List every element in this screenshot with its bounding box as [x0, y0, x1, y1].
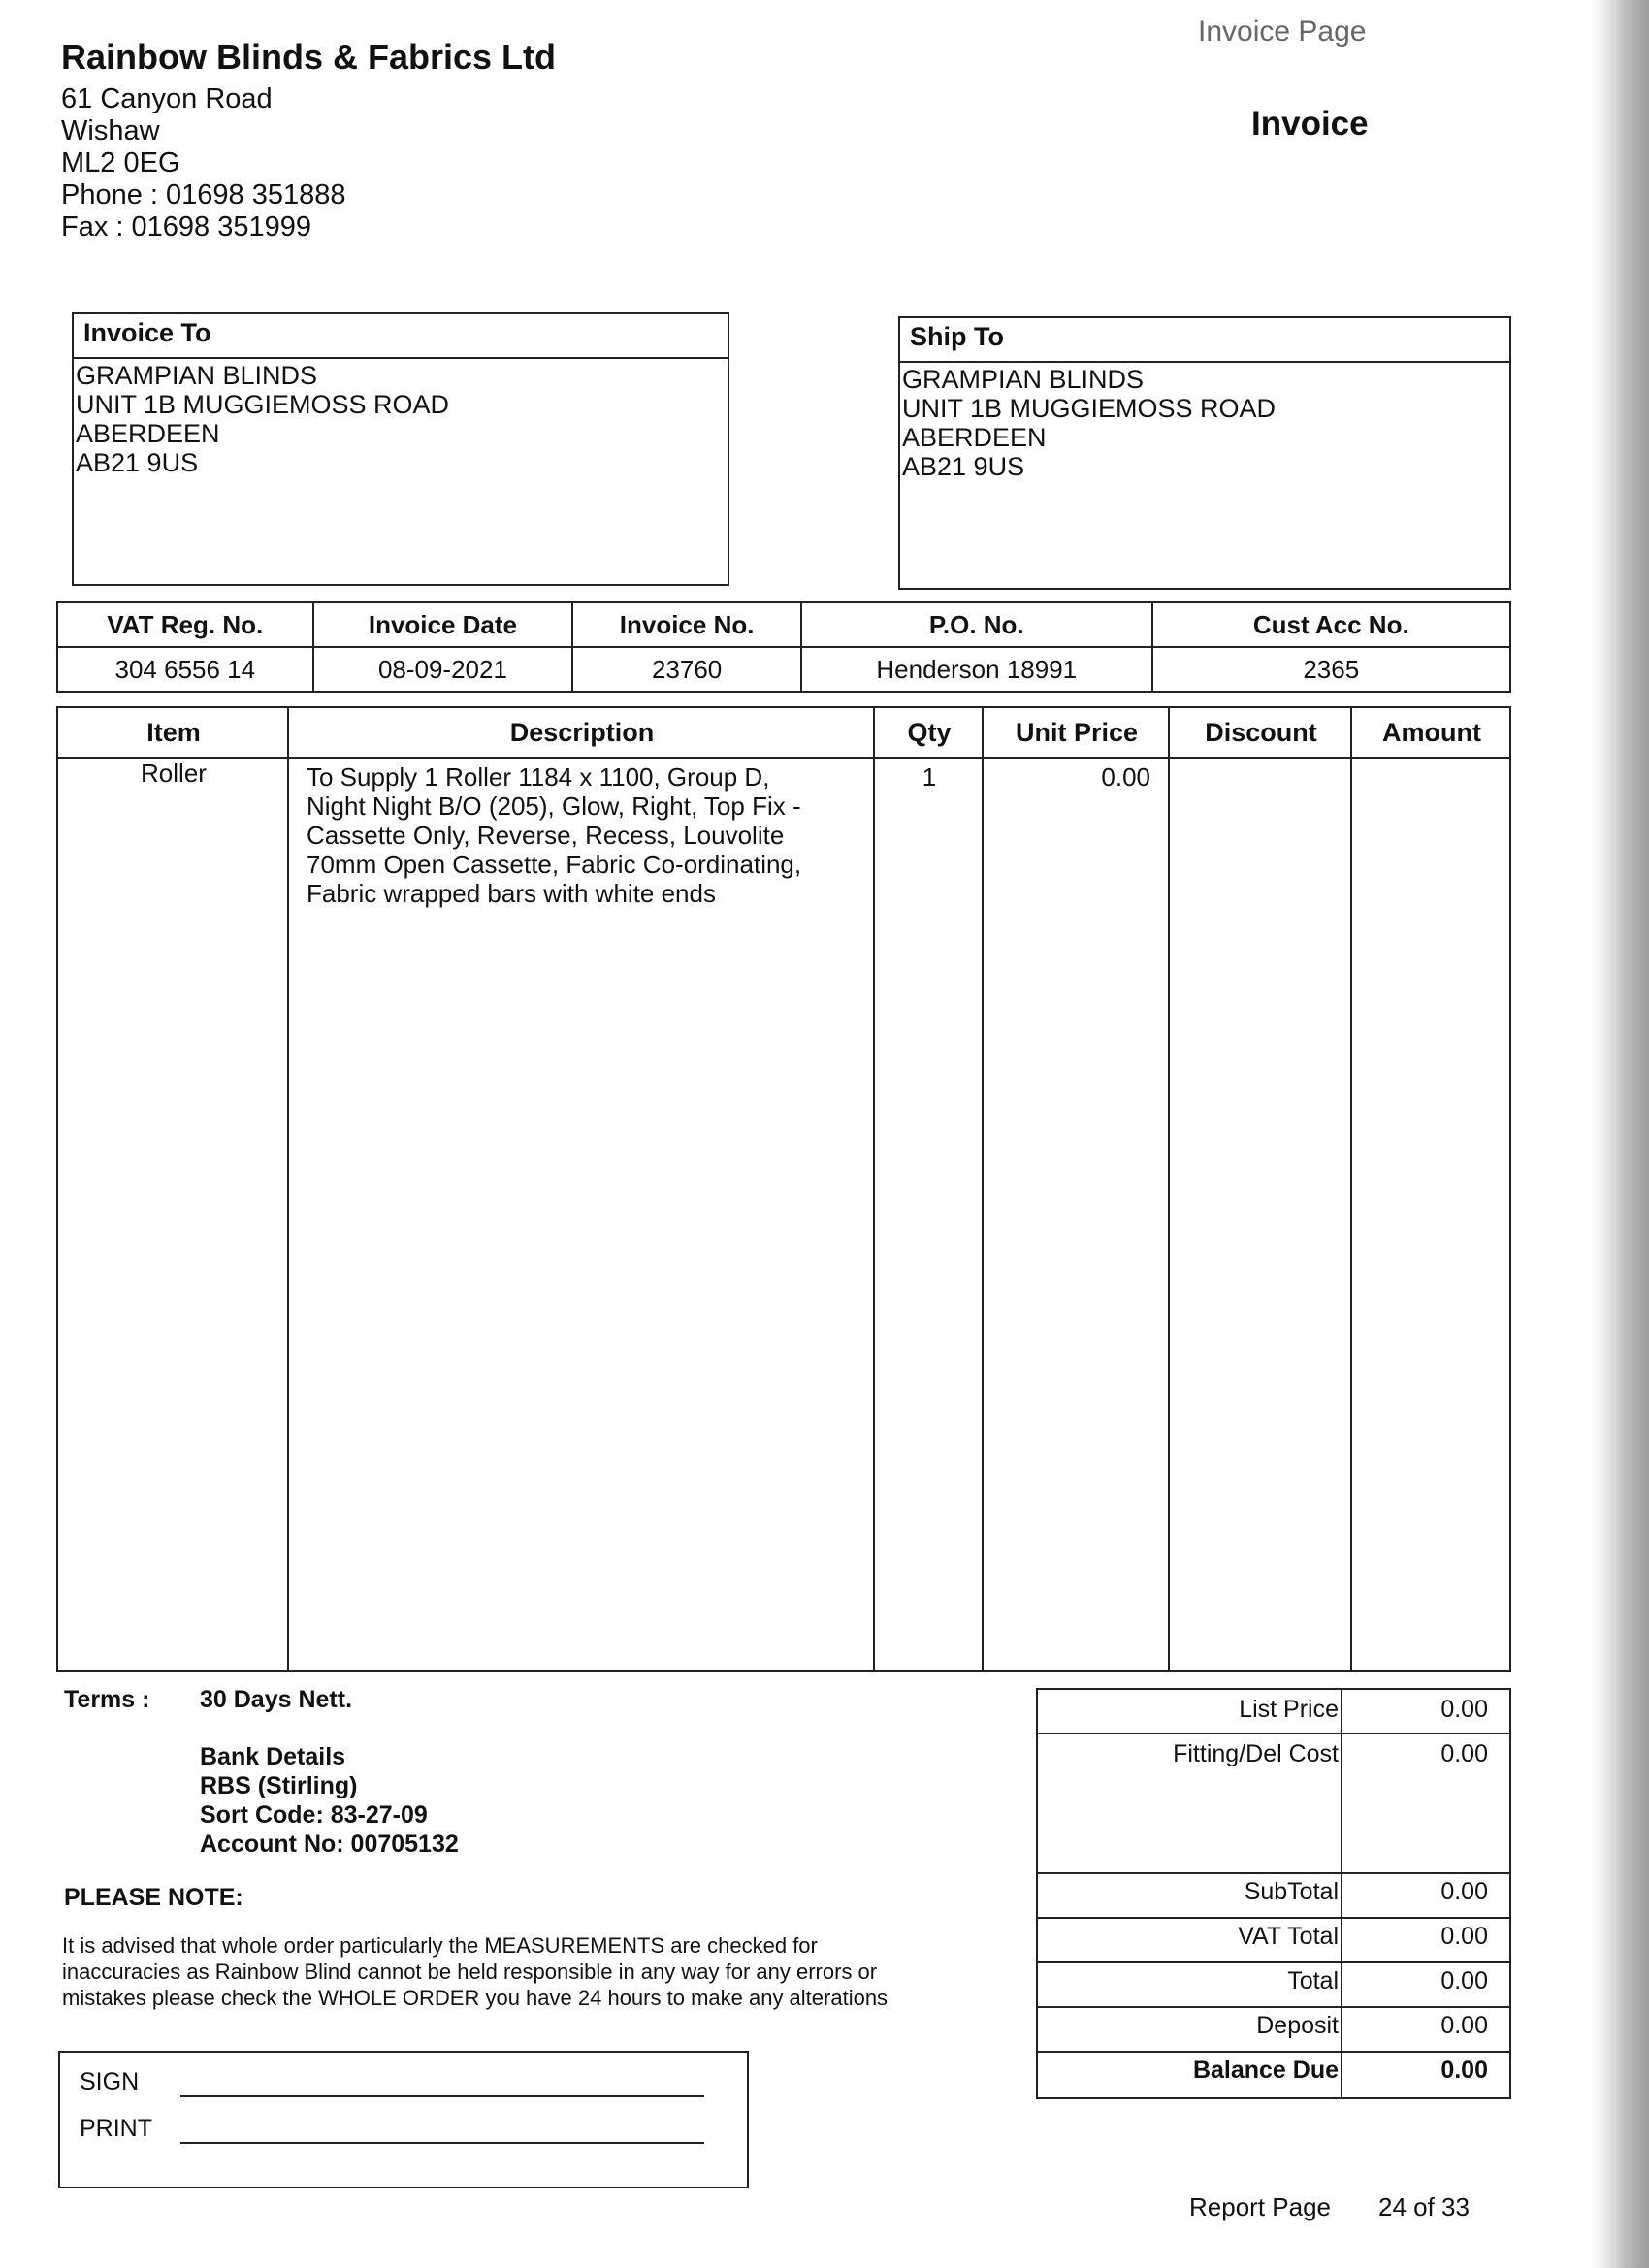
bank-line: Sort Code: 83-27-09 [200, 1801, 428, 1829]
item-cell: Roller [141, 759, 207, 788]
please-note-title: PLEASE NOTE: [64, 1884, 243, 1911]
sign-line[interactable] [180, 2095, 704, 2097]
fitting-row [1038, 1733, 1509, 1872]
list-price-label: List Price [1239, 1696, 1339, 1723]
notice-text [62, 1932, 993, 2011]
bank-line: Account No: 00705132 [200, 1831, 459, 1858]
fitting-label: Fitting/Del Cost [1173, 1740, 1339, 1767]
ship-to-box [898, 316, 1511, 590]
item-header: Item [146, 718, 201, 747]
qty-column [875, 708, 984, 1670]
invoice-info-table [56, 601, 1511, 693]
invoice-date-header: Invoice Date [313, 602, 573, 647]
invoice-to-box [72, 312, 729, 586]
description-line: Night Night B/O (205), Glow, Right, Top Fix - [307, 792, 801, 821]
balance-due-value: 0.00 [1440, 2057, 1488, 2084]
sign-label: SIGN [80, 2068, 140, 2095]
invoice-to-label: Invoice To [74, 314, 728, 359]
company-name: Rainbow Blinds & Fabrics Ltd [61, 37, 557, 77]
notice-line: inaccuracies as Rainbow Blind cannot be held responsible in any way for any errors or [62, 1960, 878, 1984]
deposit-label: Deposit [1256, 2012, 1339, 2039]
deposit-value: 0.00 [1440, 2012, 1488, 2039]
amount-header: Amount [1382, 718, 1481, 747]
document-title: Invoice [1251, 105, 1369, 143]
ship-to-line: UNIT 1B MUGGIEMOSS ROAD [902, 394, 1277, 423]
balance-due-label: Balance Due [1192, 2057, 1339, 2084]
vat-total-value: 0.00 [1440, 1923, 1488, 1950]
cust-acc-header: Cust Acc No. [1152, 602, 1510, 647]
fitting-value: 0.00 [1440, 1740, 1488, 1767]
ship-to-label: Ship To [900, 318, 1509, 363]
info-value-row [57, 647, 1510, 692]
invoice-to-line: GRAMPIAN BLINDS [76, 361, 318, 390]
notice-line: mistakes please check the WHOLE ORDER you have 24 hours to make any alterations [62, 1986, 889, 2010]
totals-box [1036, 1688, 1511, 2099]
address-line: Wishaw [61, 115, 160, 146]
invoice-to-address [74, 359, 728, 479]
address-line: ML2 0EG [61, 147, 180, 178]
scan-edge-shadow [1591, 0, 1649, 2268]
list-price-row [1038, 1690, 1509, 1733]
company-address [61, 83, 346, 243]
ship-to-line: AB21 9US [902, 452, 1025, 481]
description-line: To Supply 1 Roller 1184 x 1100, Group D, [307, 762, 770, 792]
description-line: Cassette Only, Reverse, Recess, Louvolite [307, 821, 785, 850]
description-header: Description [509, 718, 655, 747]
unit-price-header: Unit Price [1015, 718, 1139, 747]
vat-reg-value: 304 6556 14 [57, 647, 313, 692]
info-header-row [57, 602, 1510, 647]
vat-reg-header: VAT Reg. No. [57, 602, 313, 647]
cust-acc-value: 2365 [1152, 647, 1510, 692]
notice-line: It is advised that whole order particularly the MEASUREMENTS are checked for [62, 1933, 818, 1958]
company-phone: Phone : 01698 351888 [61, 179, 346, 211]
total-label: Total [1287, 1967, 1339, 1994]
item-column [58, 708, 289, 1670]
vat-total-row [1038, 1917, 1509, 1961]
ship-to-line: ABERDEEN [902, 423, 1047, 452]
report-page-label: Report Page [1189, 2192, 1331, 2221]
balance-due-row [1038, 2051, 1509, 2097]
subtotal-value: 0.00 [1440, 1878, 1488, 1905]
deposit-row [1038, 2006, 1509, 2051]
total-value: 0.00 [1440, 1967, 1488, 1994]
po-no-header: P.O. No. [801, 602, 1152, 647]
faint-invoice-page-header: Invoice Page [1198, 16, 1367, 48]
ship-to-address [900, 363, 1509, 483]
print-label: PRINT [80, 2115, 152, 2142]
invoice-no-value: 23760 [572, 647, 801, 692]
po-no-value: Henderson 18991 [801, 647, 1152, 692]
unit-price-column [984, 708, 1170, 1670]
qty-cell: 1 [922, 762, 937, 792]
invoice-to-line: AB21 9US [76, 448, 199, 477]
terms-value: 30 Days Nett. [200, 1686, 353, 1713]
discount-column [1170, 708, 1352, 1670]
terms-label: Terms : [64, 1686, 150, 1713]
signature-box [58, 2051, 749, 2188]
subtotal-row [1038, 1872, 1509, 1917]
unit-price-cell: 0.00 [1101, 762, 1150, 792]
bank-line: RBS (Stirling) [200, 1772, 358, 1799]
qty-header: Qty [907, 718, 952, 747]
vat-total-label: VAT Total [1238, 1923, 1339, 1950]
invoice-to-line: UNIT 1B MUGGIEMOSS ROAD [76, 390, 450, 419]
description-line: 70mm Open Cassette, Fabric Co-ordinating, [307, 850, 802, 879]
print-line[interactable] [180, 2142, 704, 2144]
company-fax: Fax : 01698 351999 [61, 211, 311, 243]
bank-details [200, 1742, 459, 1859]
ship-to-line: GRAMPIAN BLINDS [902, 365, 1145, 394]
list-price-value: 0.00 [1440, 1696, 1488, 1723]
description-cell [307, 762, 869, 908]
subtotal-label: SubTotal [1244, 1878, 1339, 1905]
report-page-number: 24 of 33 [1378, 2192, 1470, 2221]
items-table [56, 706, 1511, 1672]
invoice-date-value: 08-09-2021 [313, 647, 573, 692]
bank-line: Bank Details [200, 1743, 346, 1770]
invoice-to-line: ABERDEEN [76, 419, 220, 448]
address-line: 61 Canyon Road [61, 83, 273, 114]
total-row [1038, 1961, 1509, 2006]
discount-header: Discount [1205, 718, 1317, 747]
description-line: Fabric wrapped bars with white ends [307, 879, 716, 908]
invoice-no-header: Invoice No. [572, 602, 801, 647]
